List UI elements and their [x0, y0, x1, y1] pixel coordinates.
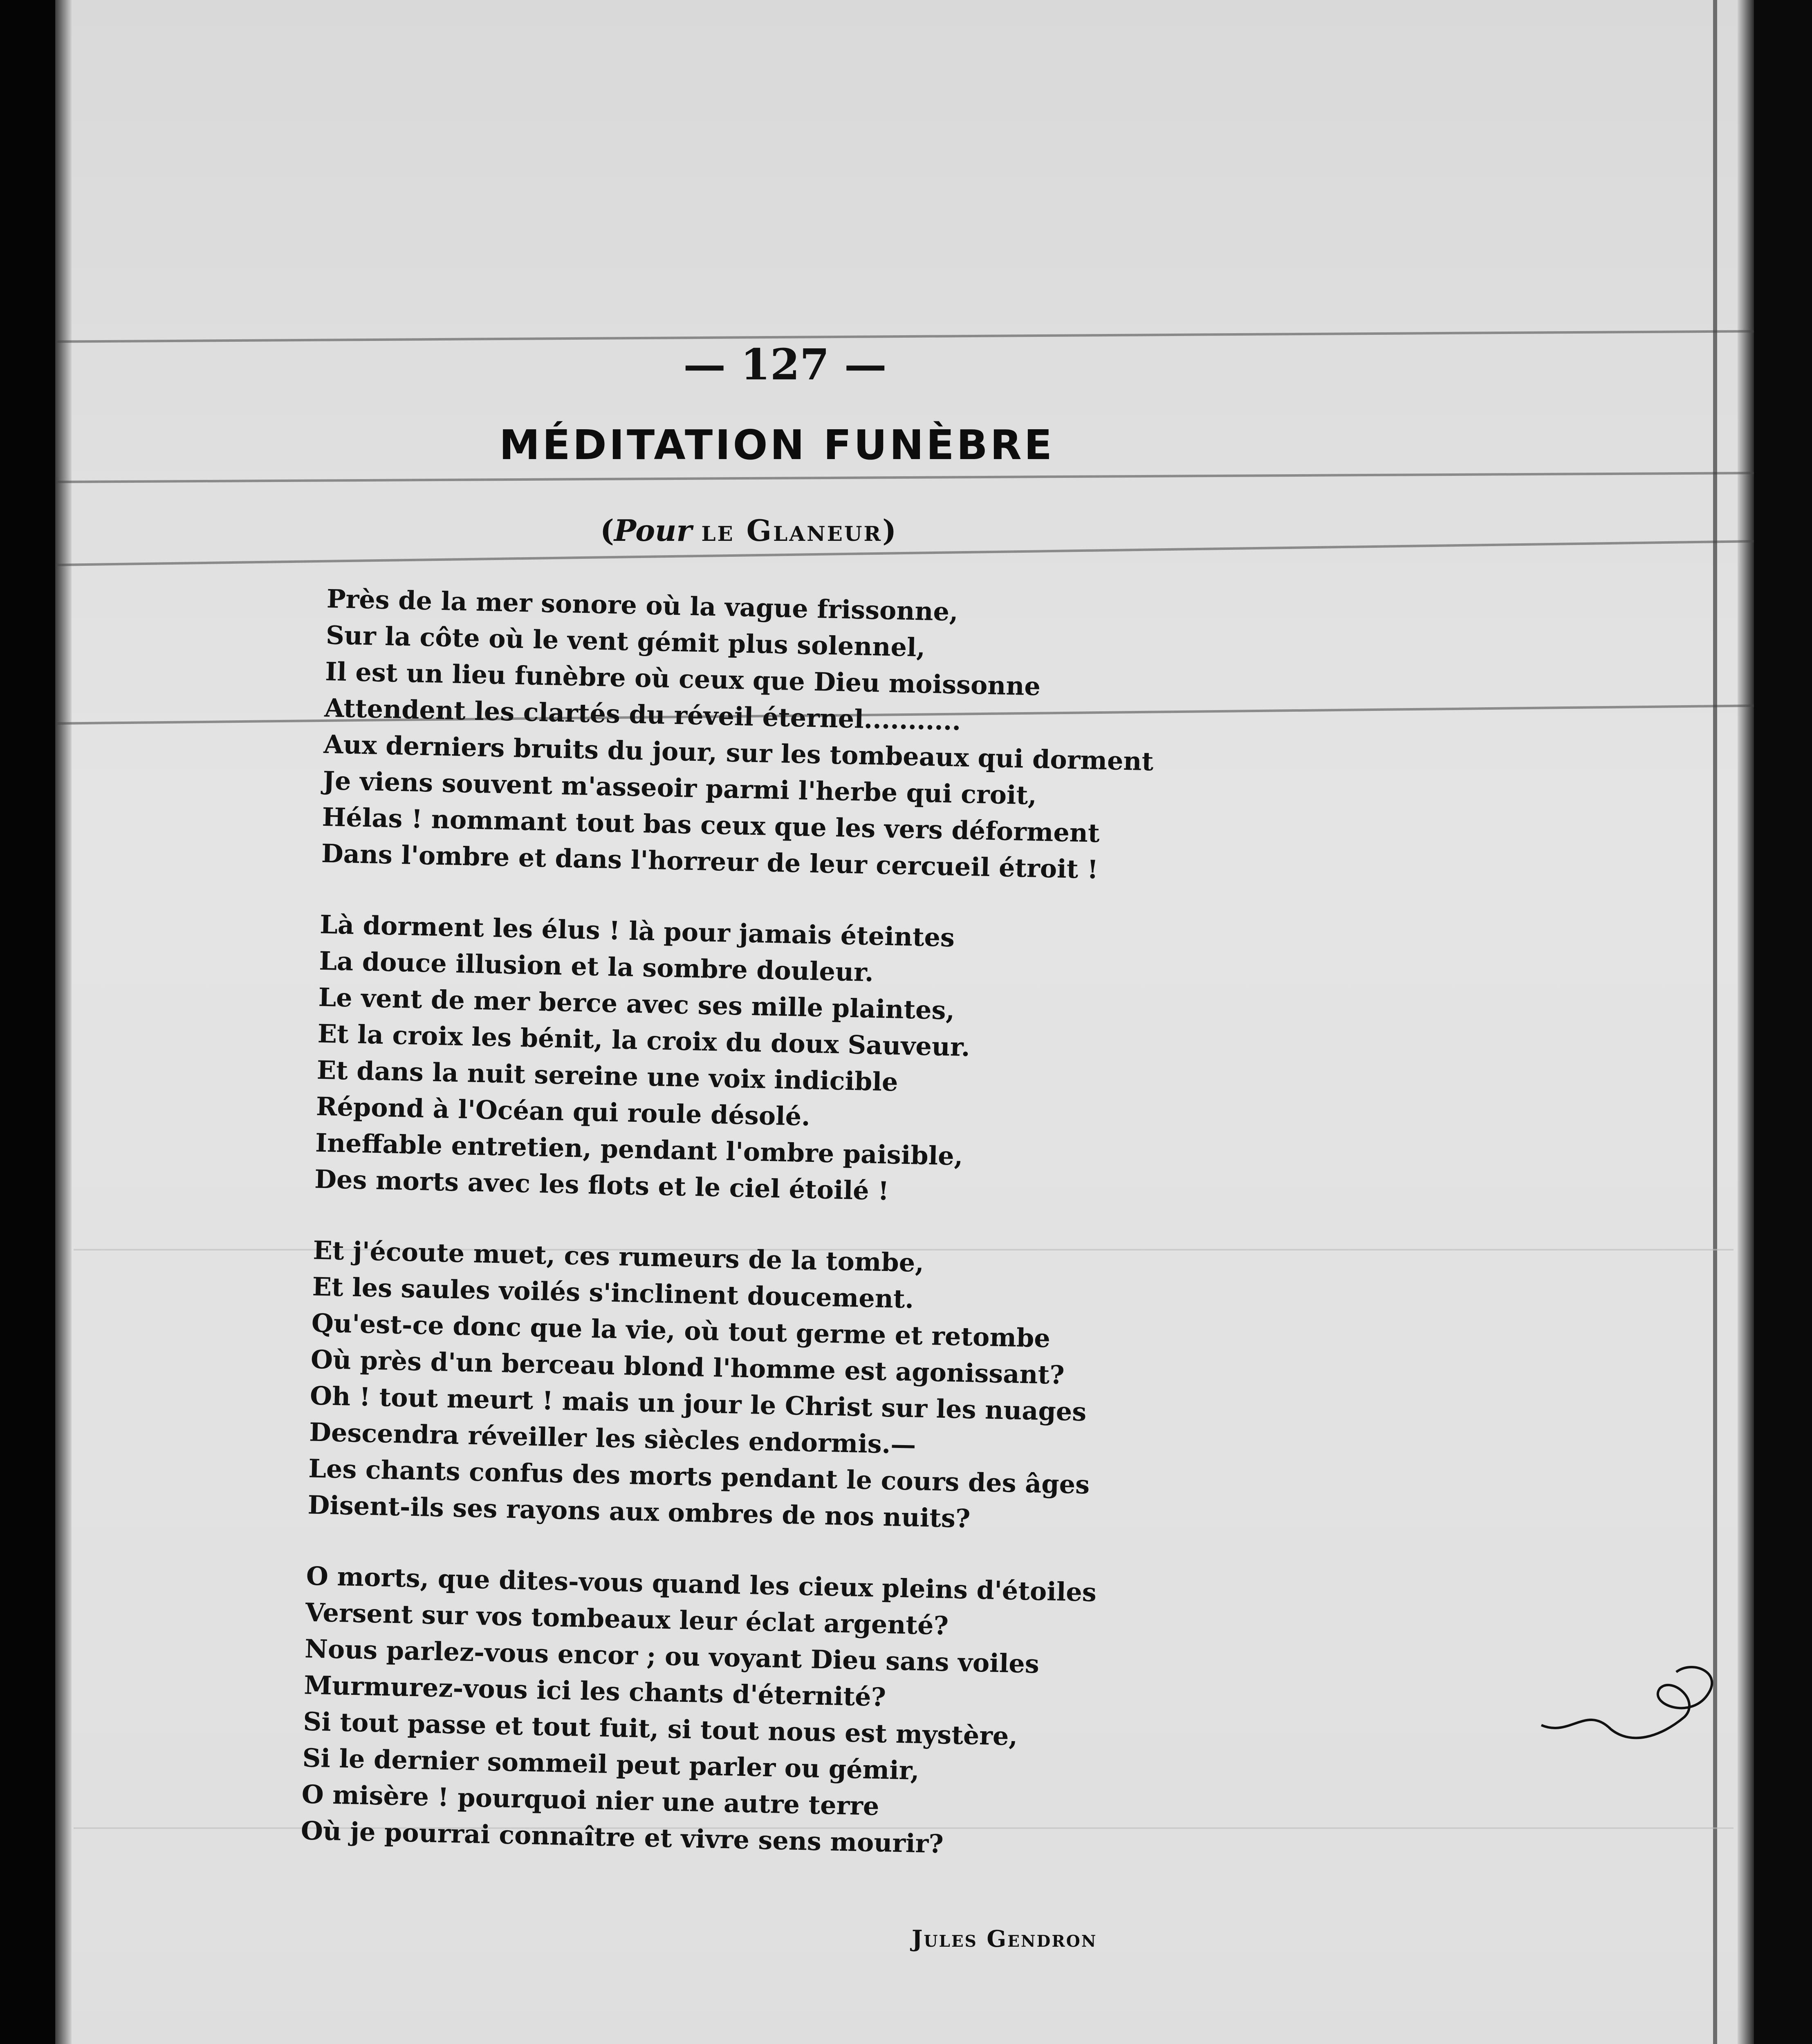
dedication-name: le Glaneur [701, 513, 883, 548]
poem-line: Répond à l'Océan qui roule désolé. [316, 1091, 811, 1132]
poem-line: Il est un lieu funèbre où ceux que Dieu moissonne [325, 656, 1041, 702]
poem-line: Près de la mer sonore où la vague frissonne, [326, 583, 959, 627]
poem-body [300, 580, 1267, 1903]
poem-line: Attendent les clartés du réveil éternel........... [324, 693, 962, 736]
poem-line: Qu'est-ce donc que la vie, où tout germe et retombe [311, 1308, 1051, 1354]
page-number: — 127 — [683, 339, 887, 390]
stanza [307, 1232, 1254, 1543]
poem-line: Murmurez-vous ici les chants d'éternité? [303, 1670, 886, 1712]
poem-line: Et les saules voilés s'inclinent doucement. [312, 1271, 914, 1314]
poem-line: Si le dernier sommeil peut parler ou gémir, [302, 1743, 920, 1786]
poem-line: Hélas ! nommant tout bas ceux que les vers déforment [322, 802, 1100, 848]
poem-line: Oh ! tout meurt ! mais un jour le Christ sur les nuages [309, 1381, 1087, 1427]
author-signature: Jules Gendron [912, 1925, 1097, 1952]
dedication-italic: Pour [614, 513, 692, 548]
poem-line: Et j'écoute muet, ces rumeurs de la tombe, [312, 1235, 924, 1278]
poem-line: Sur la côte où le vent gémit plus solennel, [325, 620, 926, 663]
left-film-border [0, 0, 55, 2044]
right-film-border [1754, 0, 1812, 2044]
poem-line: Où près d'un berceau blond l'homme est agonissant? [310, 1344, 1065, 1390]
poem-line: Ineffable entretien, pendant l'ombre paisible, [315, 1127, 964, 1171]
dedication-open-paren: ( [600, 513, 614, 548]
poem-line: Des morts avec les flots et le ciel étoilé ! [314, 1164, 890, 1206]
poem-line: Aux derniers bruits du jour, sur les tombeaux qui dorment [323, 729, 1154, 777]
poem-line: Disent-ils ses rayons aux ombres de nos nuits? [307, 1490, 971, 1534]
left-page-edge [55, 0, 72, 2044]
dedication [544, 513, 953, 548]
pen-scribble-mark [1537, 1643, 1750, 1791]
poem-line: La douce illusion et la sombre douleur. [318, 946, 874, 988]
poem-line: Les chants confus des morts pendant le cours des âges [308, 1453, 1090, 1500]
stanza [301, 1558, 1247, 1868]
poem-line: O misère ! pourquoi nier une autre terre [301, 1779, 880, 1821]
stanza [314, 906, 1260, 1217]
stanza [321, 580, 1267, 891]
poem-line: Dans l'ombre et dans l'horreur de leur cercueil étroit ! [321, 838, 1099, 885]
poem-line: Nous parlez-vous encor ; ou voyant Dieu sans voiles [304, 1634, 1040, 1679]
poem-line: Je viens souvent m'asseoir parmi l'herbe qui croit, [322, 765, 1037, 811]
poem-line: Le vent de mer berce avec ses mille plaintes, [318, 982, 955, 1026]
poem-line: Là dorment les élus ! là pour jamais éteintes [319, 909, 955, 953]
poem-line: Et la croix les bénit, la croix du doux Sauveur. [317, 1018, 971, 1062]
poem-line: Où je pourrai connaître et vivre sens mourir? [301, 1815, 944, 1859]
poem-line: Et dans la nuit sereine une voix indicible [316, 1055, 899, 1097]
poem-line: Versent sur vos tombeaux leur éclat argenté? [305, 1597, 949, 1641]
poem-line: O morts, que dites-vous quand les cieux pleins d'étoiles [306, 1561, 1097, 1607]
poem-line: Si tout passe et tout fuit, si tout nous est mystère, [303, 1706, 1018, 1751]
dedication-close-paren: ) [882, 513, 897, 548]
poem-line: Descendra réveiller les siècles endormis.— [309, 1417, 917, 1460]
poem-title: MÉDITATION FUNÈBRE [499, 421, 1055, 469]
